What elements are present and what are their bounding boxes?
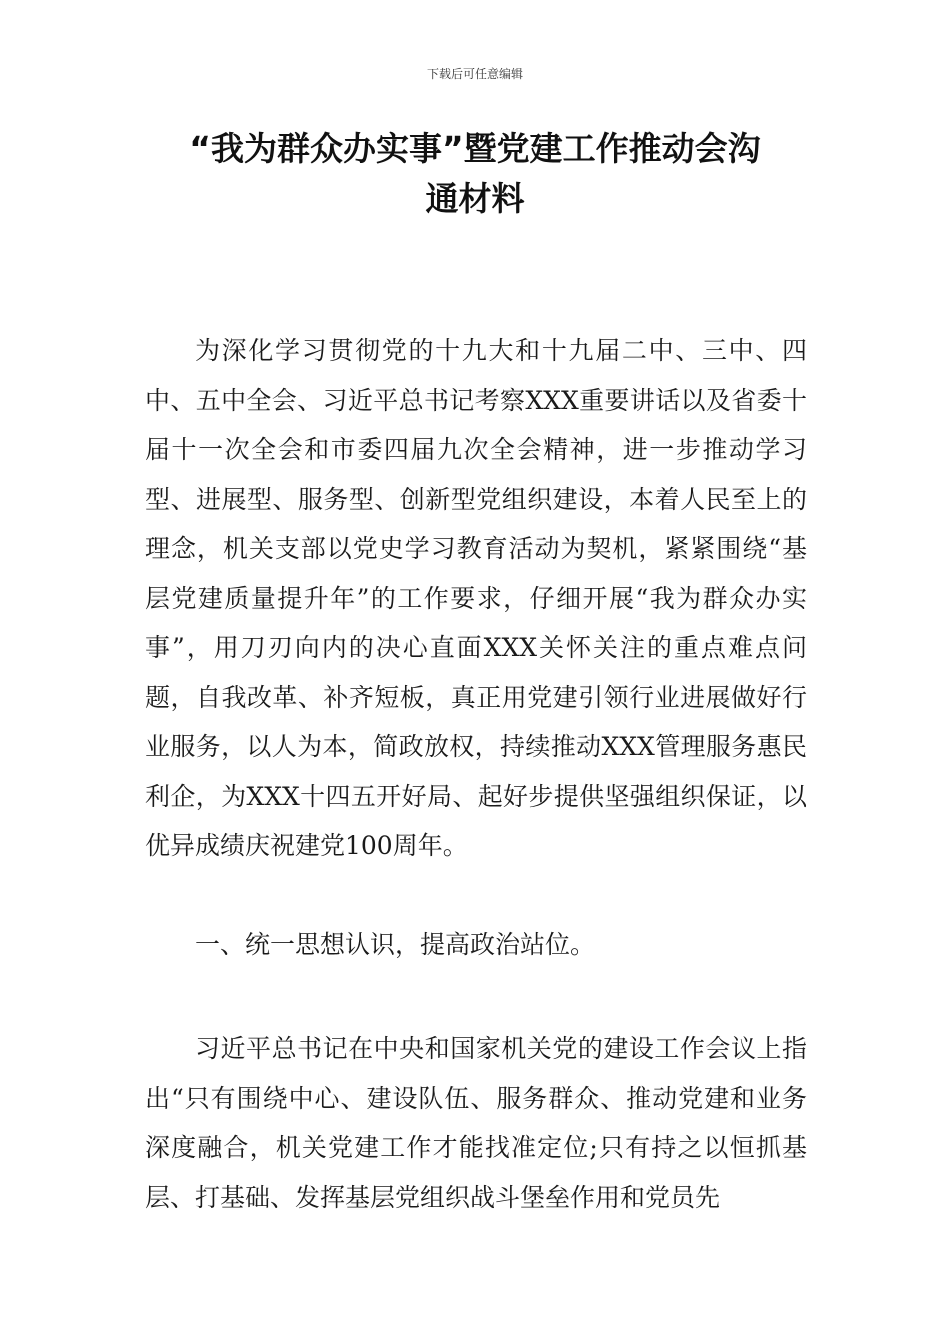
section-heading-1: 一、统一思想认识，提高政治站位。: [195, 930, 596, 959]
document-title-line-2: 通材料: [425, 179, 525, 218]
body-paragraph-2: 习近平总书记在中央和国家机关党的建设工作会议上指出“只有围绕中心、建设队伍、服务群众、推动党建和业务深度融合，机关党建工作才能找准定位;只有持之以恒抓基层、打基础、发挥基层党组织战斗堡垒作用和党员先: [145, 1034, 807, 1212]
document-title-line-1: “我为群众办实事”暨党建工作推动会沟: [189, 129, 761, 168]
document-title: [140, 124, 810, 224]
header-note: 下载后可任意编辑: [426, 67, 523, 81]
body-paragraph-1: 为深化学习贯彻党的十九大和十九届二中、三中、四中、五中全会、习近平总书记考察XXX重要讲话以及省委十届十一次全会和市委四届九次全会精神，进一步推动学习型、进展型、服务型、创新型党组织建设，本着人民至上的理念，机关支部以党史学习教育活动为契机，紧紧围绕“基层党建质量提升年”的工作要求，仔细开展“我为群众办实事”，用刀刃向内的决心直面XXX关怀关注的重点难点问题，自我改革、补齐短板，真正用党建引领行业进展做好行业服务，以人为本，简政放权，持续推动XXX管理服务惠民利企，为XXX十四五开好局、起好步提供坚强组织保证，以优异成绩庆祝建党100周年。: [145, 336, 807, 860]
